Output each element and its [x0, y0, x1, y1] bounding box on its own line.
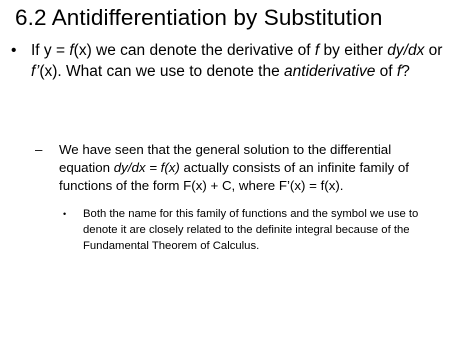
- dash-marker: –: [35, 142, 43, 157]
- slide-title: 6.2 Antidifferentiation by Substitution: [15, 5, 383, 30]
- bullet-level-2: [35, 141, 445, 195]
- bullet-marker: •: [11, 42, 17, 59]
- bullet1-text: If y = f(x) we can denote the derivative of f by either dy/dx or f’(x). What can we use to denote the antiderivative of f?: [31, 42, 443, 80]
- bullet3-text: Both the name for this family of functions and the symbol we use to denote it are closely related to the definite integral because of the Fundamental Theorem of Calculus.: [83, 208, 419, 252]
- bullet-marker-small: •: [63, 209, 67, 219]
- bullet2-text: We have seen that the general solution to the differential equation dy/dx = f(x) actually consists of an infinite family of functions of the form F(x) + C, where F’(x) = f(x).: [59, 142, 409, 193]
- bullet-level-1: [11, 40, 443, 82]
- bullet-level-3: [63, 206, 448, 254]
